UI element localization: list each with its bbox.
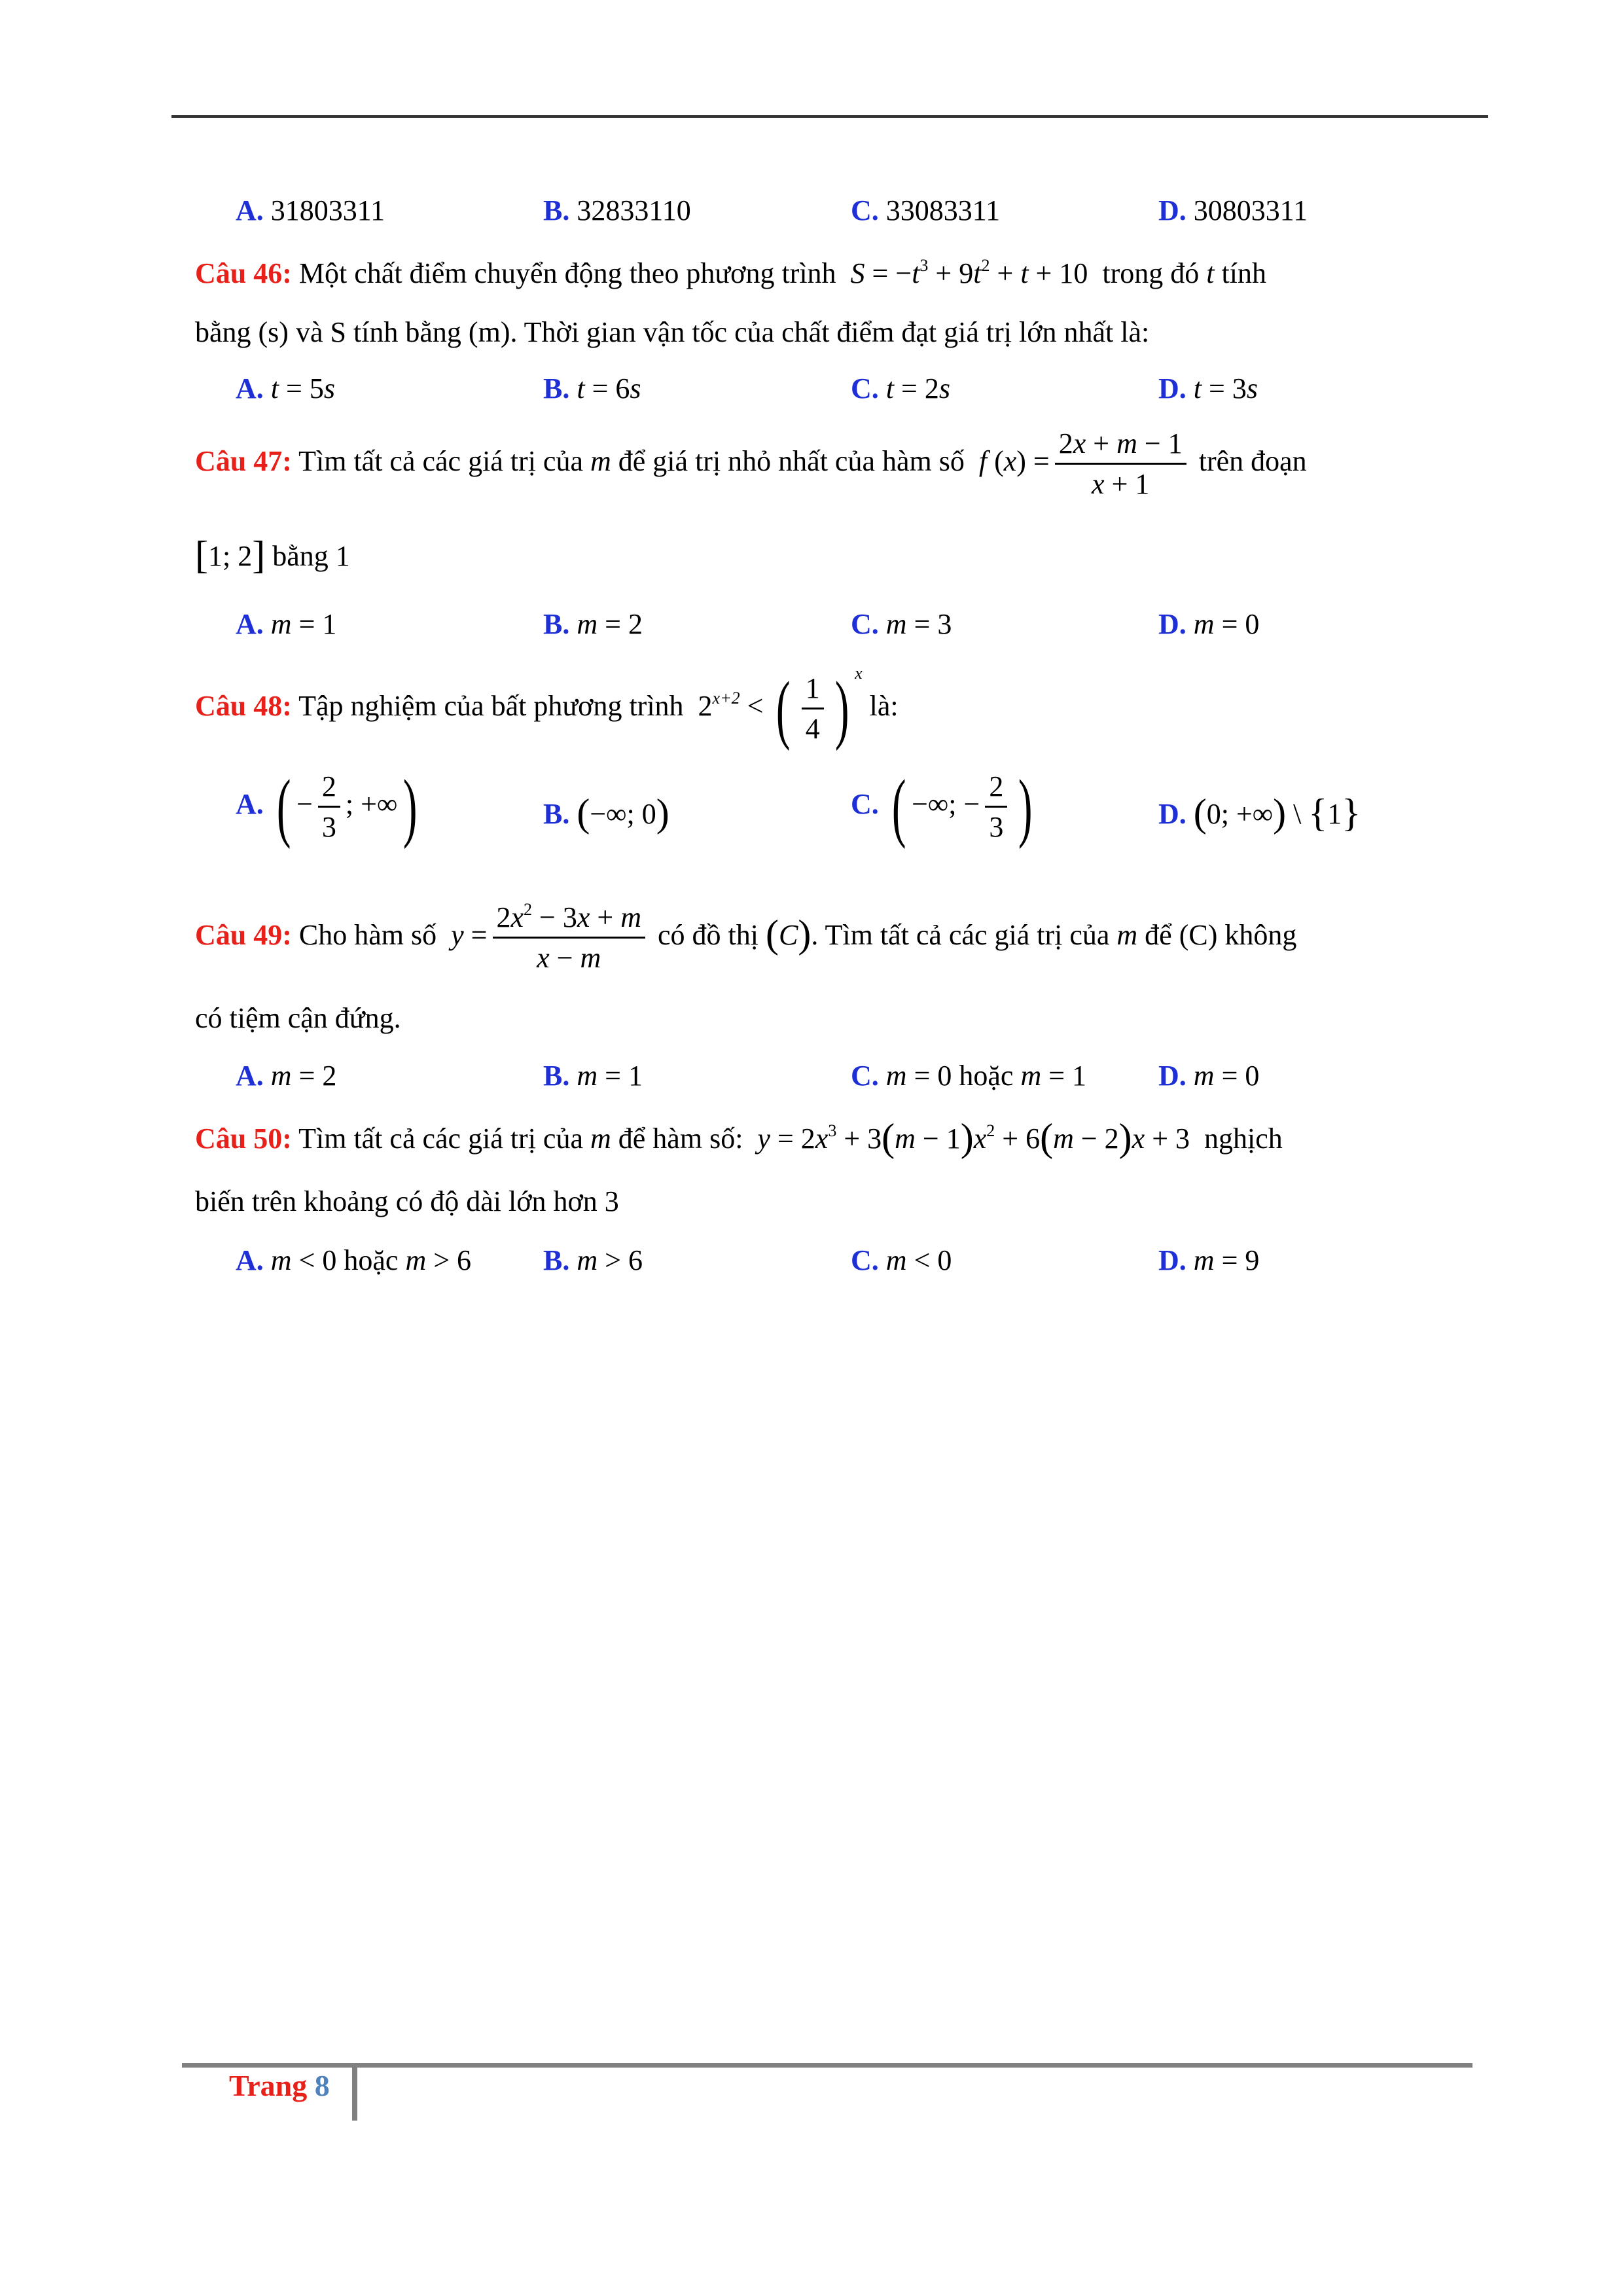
q47-function: f (x) = $\frac{2x + m - 1}{x + 1}$ bbox=[972, 445, 1192, 477]
question-50: Câu 50: Tìm tất cả các giá trị của m để hàm số: $y = 2x^3 + 3(m - 1)x^2 + 6(m - 2)x + 3$ nghịch bbox=[195, 1116, 1283, 1159]
page-number: 8 bbox=[314, 2069, 330, 2102]
q48-option-d: D. (0; +∞) \ {1} bbox=[1158, 791, 1361, 834]
q49-option-b: B. m = 1 bbox=[543, 1060, 643, 1092]
question-48: Câu 48: Tập nghiệm của bất phương trình $2^{x+2}$ < ( $\frac{1}{4}$ ) $^x$ là: bbox=[195, 663, 899, 751]
q45-option-d: D. 30803311 bbox=[1158, 194, 1308, 226]
q50-options bbox=[236, 1244, 1479, 1283]
q46-equation: $S = -t^3 + 9t^2 + t + 10$ bbox=[843, 256, 1088, 289]
q49-options bbox=[236, 1059, 1479, 1098]
q49-option-a: A. m = 2 bbox=[236, 1060, 337, 1092]
q48-option-c: C. ( −∞; − $\frac{2}{3}$ ) bbox=[851, 763, 1033, 850]
q48-options bbox=[236, 763, 1479, 850]
q45-option-c: C. 33083311 bbox=[851, 194, 1001, 226]
header-rule bbox=[171, 115, 1488, 118]
q45-option-b: B. 32833110 bbox=[543, 194, 691, 226]
q49-option-d: D. m = 0 bbox=[1158, 1060, 1260, 1092]
q46-label: Câu 46: bbox=[195, 257, 292, 289]
footer-divider bbox=[352, 2063, 357, 2121]
q47-options bbox=[236, 607, 1479, 647]
q47-option-d: D. m = 0 bbox=[1158, 608, 1260, 640]
q50-function: $y = 2x^3 + 3(m - 1)x^2 + 6(m - 2)x + 3$ bbox=[757, 1116, 1198, 1159]
q50-option-b: B. m > 6 bbox=[543, 1244, 643, 1276]
q46-option-d: D. t = 3s bbox=[1158, 372, 1258, 404]
q47-label: Câu 47: bbox=[195, 444, 292, 477]
q48-option-b: B. (−∞; 0) bbox=[543, 791, 669, 834]
q46-line2: bằng (s) và S tính bằng (m). Thời gian vận tốc của chất điểm đạt giá trị lớn nhất là: bbox=[195, 316, 1150, 348]
q46-option-c: C. t = 2s bbox=[851, 372, 950, 404]
q48-inequality: $2^{x+2}$ < ( $\frac{1}{4}$ ) $^x$ bbox=[690, 663, 863, 751]
q48-option-a: A. ( − $\frac{2}{3}$ ; +∞) bbox=[236, 763, 418, 850]
q50-option-d: D. m = 9 bbox=[1158, 1244, 1260, 1276]
q50-line2: biến trên khoảng có độ dài lớn hơn 3 bbox=[195, 1185, 619, 1217]
page-footer: Trang 8 bbox=[229, 2069, 330, 2102]
q46-option-b: B. t = 6s bbox=[543, 372, 641, 404]
question-47: Câu 47: Tìm tất cả các giá trị của m để giá trị nhỏ nhất của hàm số f (x) = $\frac{2x + m - 1}{x + 1}$ trên đoạn bbox=[195, 424, 1446, 504]
q47-option-a: A. m = 1 bbox=[236, 608, 337, 640]
q45-option-a: A. 31803311 bbox=[236, 194, 385, 226]
q45-options bbox=[236, 194, 1479, 233]
q49-line2: có tiệm cận đứng. bbox=[195, 1002, 401, 1034]
q50-label: Câu 50: bbox=[195, 1122, 292, 1155]
q46-option-a: A. t = 5s bbox=[236, 372, 335, 404]
question-49: Câu 49: Cho hàm số y = $\frac{2x^2 - 3x + m}{x - m}$ có đồ thị (C). Tìm tất cả các giá trị của m để (C) không bbox=[195, 898, 1446, 978]
q49-option-c: C. m = 0 hoặc m = 1 bbox=[851, 1060, 1087, 1092]
q49-function: y = $\frac{2x^2 - 3x + m}{x - m}$ bbox=[444, 919, 651, 951]
q47-option-c: C. m = 3 bbox=[851, 608, 952, 640]
q50-option-a: A. m < 0 hoặc m > 6 bbox=[236, 1244, 472, 1276]
q47-option-b: B. m = 2 bbox=[543, 608, 643, 640]
q47-line2: [1; 2] bằng 1 bbox=[195, 533, 350, 577]
question-46: Câu 46: Một chất điểm chuyển động theo phương trình $S = -t^3 + 9t^2 + t + 10$ trong đó t tính bbox=[195, 256, 1266, 289]
q49-label: Câu 49: bbox=[195, 918, 292, 951]
q48-label: Câu 48: bbox=[195, 689, 292, 722]
q50-option-c: C. m < 0 bbox=[851, 1244, 952, 1276]
q46-options bbox=[236, 372, 1479, 411]
footer-rule bbox=[182, 2063, 1472, 2068]
